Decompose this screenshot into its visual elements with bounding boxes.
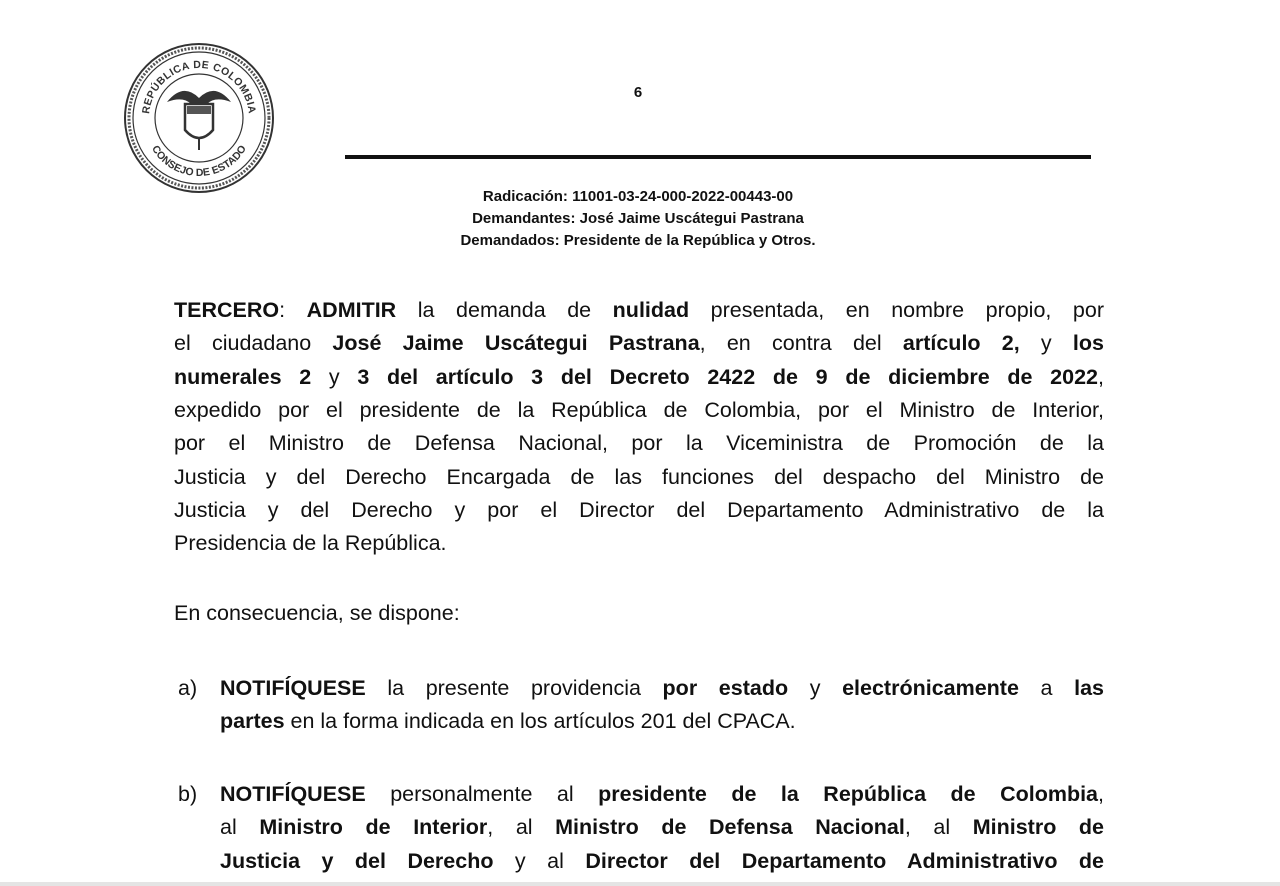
item-a-label: a) xyxy=(178,676,198,700)
text-run: por el Ministro de Defensa Nacional, por la Viceministra de Promoción de la xyxy=(174,431,1104,456)
text-line xyxy=(174,461,1104,494)
page-edge xyxy=(0,882,1280,886)
text-run: Justicia y del Derecho y por el Director del Departamento Administrativo de la xyxy=(174,497,1104,522)
text-run: Justicia y del Derecho Encargada de las funciones del despacho del Ministro de xyxy=(174,464,1104,489)
text-run: , xyxy=(1098,782,1104,806)
text-run: la demanda de xyxy=(396,298,613,322)
text-run: en la forma indicada en los artículos 201 del CPACA. xyxy=(284,709,796,734)
text-line xyxy=(174,394,1104,427)
bold-text: los xyxy=(1072,331,1104,356)
bold-text: José Jaime Uscátegui Pastrana xyxy=(332,331,700,356)
bold-text: Director del Departamento Administrativo de xyxy=(585,848,1105,873)
text-run: a xyxy=(1018,676,1075,700)
radicacion: Radicación: 11001-03-24-000-2022-00443-00 xyxy=(482,188,794,205)
text-run: y al xyxy=(493,848,586,873)
bold-text: por estado xyxy=(662,676,789,700)
bold-text: Ministro de xyxy=(972,815,1104,840)
text-line xyxy=(174,427,1104,460)
bold-text: NOTIFÍQUESE xyxy=(220,676,366,700)
text-run: personalmente al xyxy=(365,782,599,806)
text-run: y xyxy=(311,364,358,389)
bold-text: Ministro de Interior xyxy=(259,815,488,840)
bold-text: NOTIFÍQUESE xyxy=(220,782,366,806)
text-run: : xyxy=(279,298,307,322)
text-run: expedido por el presidente de la República de Colombia, por el Ministro de Interior, xyxy=(174,397,1104,422)
text-run: , xyxy=(1098,364,1104,389)
text-line xyxy=(220,672,1104,705)
text-run: al xyxy=(220,815,260,840)
bold-text: Justicia y del Derecho xyxy=(220,848,494,873)
text-run: , en contra del xyxy=(699,331,903,356)
header-rule xyxy=(345,155,1091,159)
text-line xyxy=(174,494,1104,527)
bold-text: TERCERO xyxy=(174,298,280,322)
text-run: y xyxy=(1019,331,1073,356)
text-line xyxy=(174,361,1104,394)
bold-text: presidente de la República de Colombia xyxy=(598,782,1099,806)
text-run: , al xyxy=(904,815,973,840)
text-line xyxy=(220,845,1104,878)
svg-text:CONSEJO DE ESTADO: CONSEJO DE ESTADO xyxy=(149,143,249,180)
bold-text: Ministro de Defensa Nacional xyxy=(555,815,905,840)
text-run: la presente providencia xyxy=(365,676,663,700)
text-run: presentada, en nombre propio, por xyxy=(689,298,1104,322)
text-line xyxy=(220,705,1104,738)
consequence-text: En consecuencia, se dispone: xyxy=(174,601,460,625)
bold-text: nulidad xyxy=(612,298,690,322)
bold-text: ADMITIR xyxy=(306,298,397,322)
text-line xyxy=(174,327,1104,360)
text-line xyxy=(220,811,1104,844)
svg-text:REPÚBLICA DE COLOMBIA: REPÚBLICA DE COLOMBIA xyxy=(140,58,258,115)
text-line xyxy=(174,294,1104,327)
demandados: Demandados: Presidente de la República y Otros. xyxy=(460,232,816,249)
text-run: el ciudadano xyxy=(174,331,333,356)
bold-text: electrónicamente xyxy=(842,676,1019,700)
demandantes: Demandantes: José Jaime Uscátegui Pastrana xyxy=(472,210,804,227)
text-run: , al xyxy=(487,815,556,840)
page-number: 6 xyxy=(633,84,643,101)
text-line xyxy=(174,527,1104,560)
item-b-label: b) xyxy=(178,782,198,806)
bold-text: 3 del artículo 3 del Decreto 2422 de 9 de diciembre de 2022 xyxy=(357,364,1099,389)
text-run: y xyxy=(788,676,843,700)
bold-text: las xyxy=(1074,676,1105,700)
text-line xyxy=(220,778,1104,811)
bold-text: partes xyxy=(220,709,285,734)
consejo-de-estado-seal-logo xyxy=(123,42,275,194)
bold-text: numerales 2 xyxy=(174,364,312,389)
bold-text: artículo 2, xyxy=(902,331,1020,356)
text-run: Presidencia de la República. xyxy=(174,531,447,556)
case-header xyxy=(338,186,938,252)
